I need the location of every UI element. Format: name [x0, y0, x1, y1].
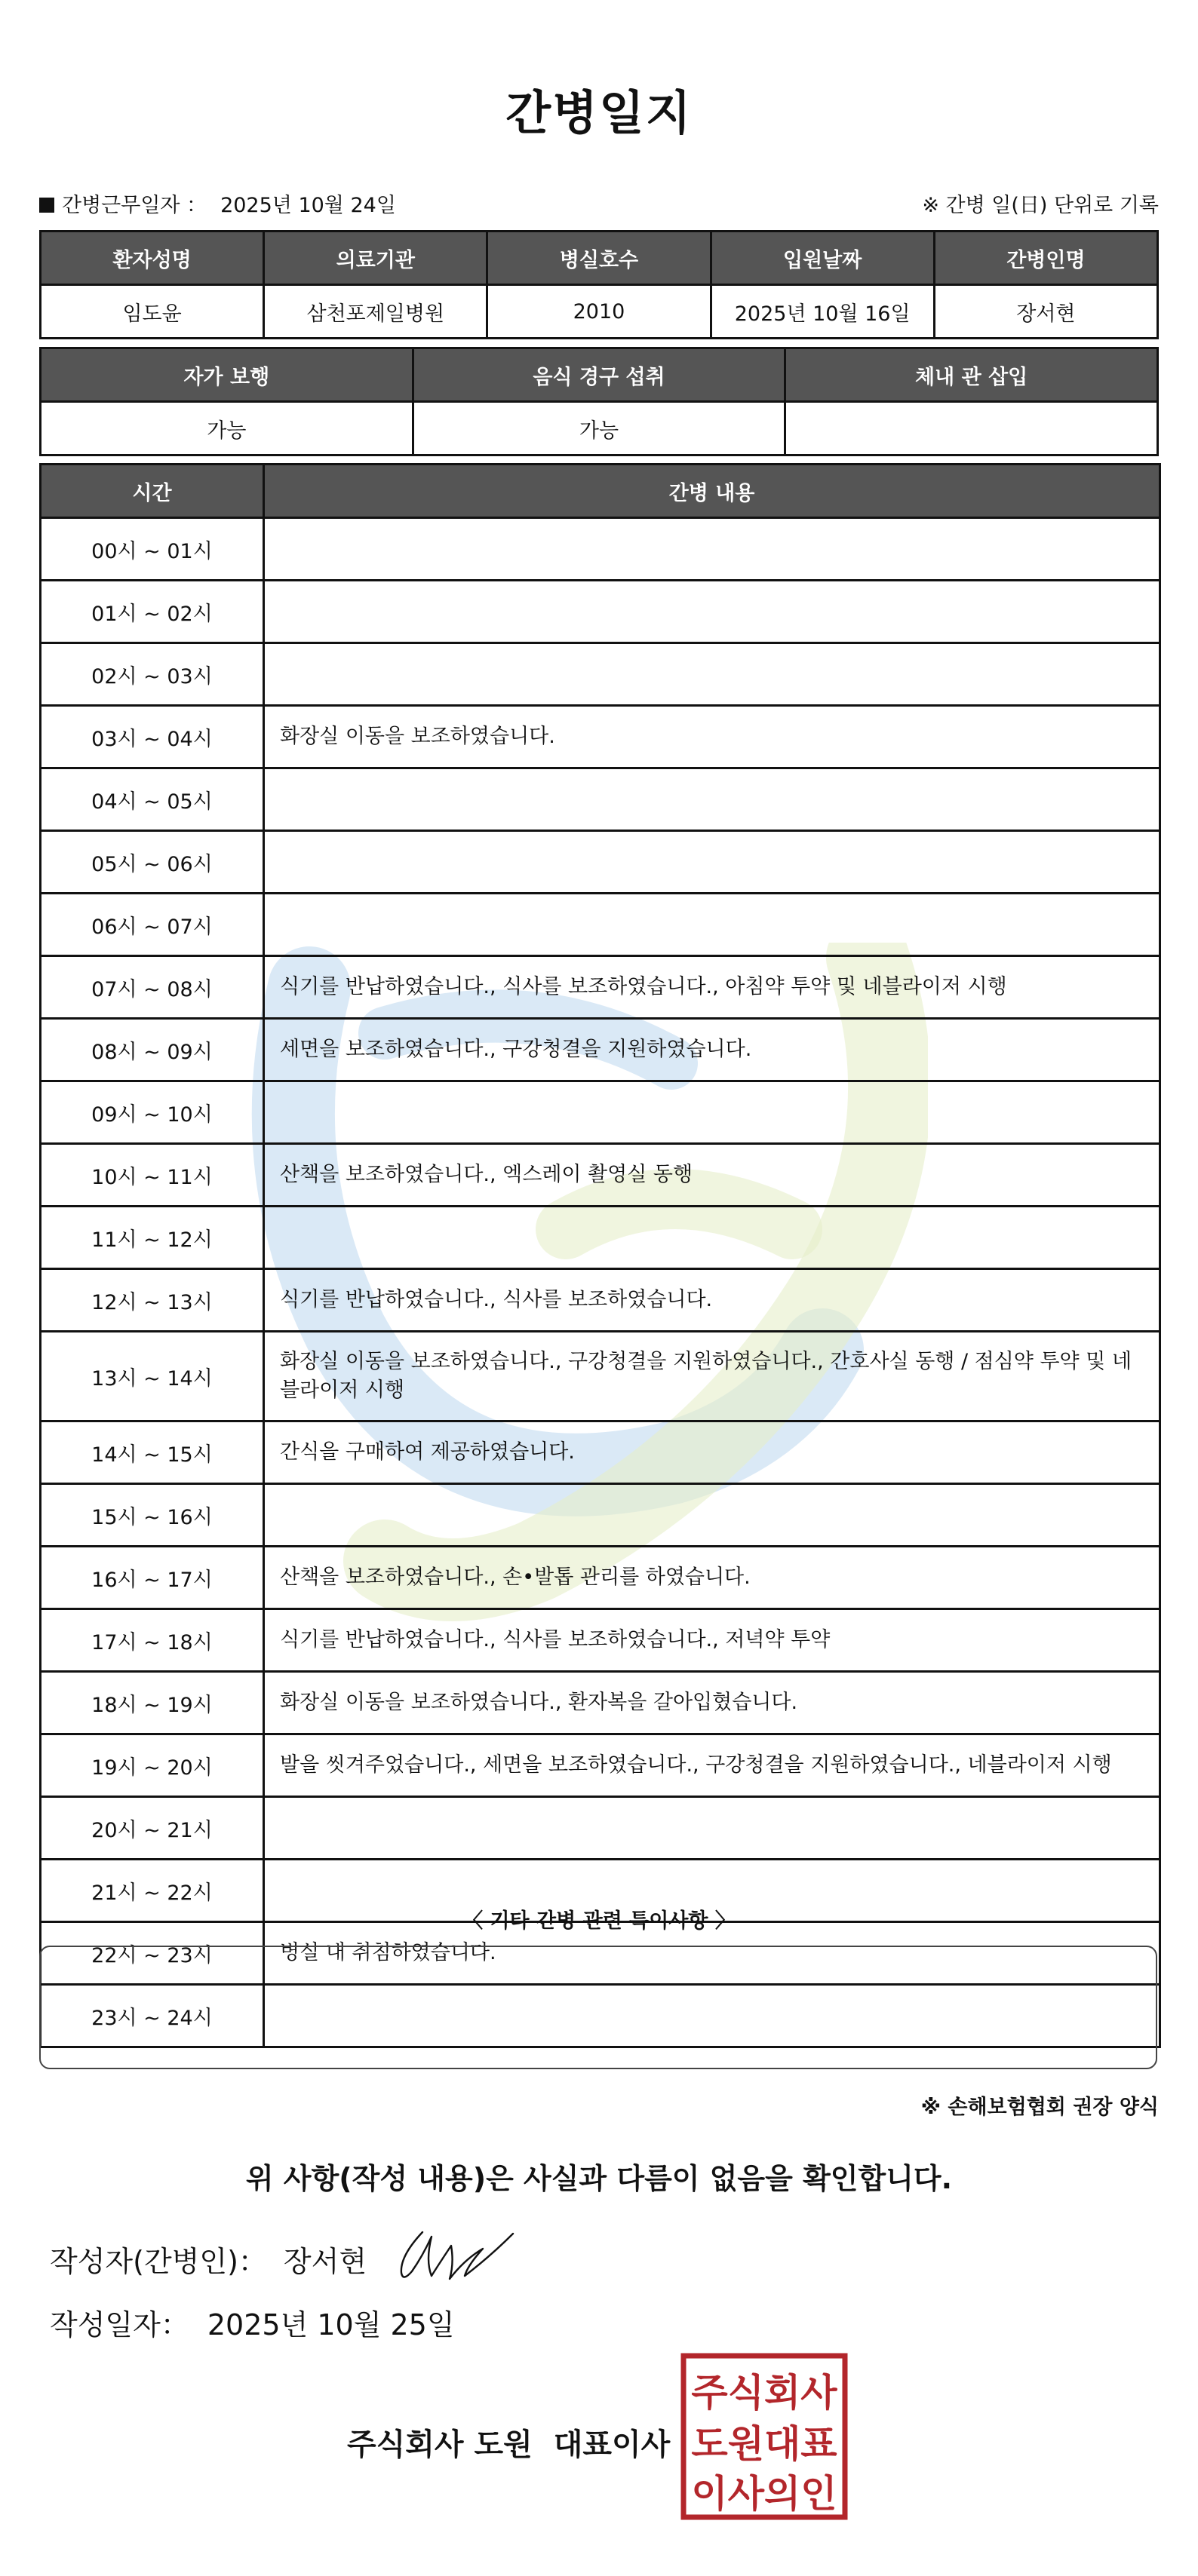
written-date-row [50, 2302, 455, 2343]
table-row [41, 1421, 1160, 1484]
notes-title: 〈 기타 간병 관련 특이사항 〉 [462, 1909, 736, 1933]
header-institution: 의료기관 [264, 232, 487, 285]
row-content: 식기를 반납하였습니다., 식사를 보조하였습니다., 저녁약 투약 [264, 1609, 1160, 1672]
written-date-label: 작성일자： [50, 2308, 189, 2341]
row-content [264, 894, 1160, 956]
patient-name: 임도윤 [41, 285, 264, 339]
table-row [41, 1734, 1160, 1797]
company-name: 주식회사 도원 [347, 2427, 533, 2462]
header-room: 병실호수 [487, 232, 711, 285]
row-content: 화장실 이동을 보조하였습니다. [264, 706, 1160, 768]
row-content: 발을 씻겨주었습니다., 세면을 보조하였습니다., 구강청결을 지원하였습니다., 네블라이저 시행 [264, 1734, 1160, 1797]
header-time: 시간 [41, 465, 264, 518]
company-seal-icon [680, 2353, 848, 2520]
company-signature [347, 2421, 670, 2464]
row-time: 02시 ~ 03시 [41, 643, 264, 706]
row-content [264, 1207, 1160, 1269]
company-rep: 대표이사 [553, 2427, 671, 2462]
patient-info-table [39, 230, 1159, 339]
institution: 삼천포제일병원 [264, 285, 487, 339]
row-content: 화장실 이동을 보조하였습니다., 환자복을 갈아입혔습니다. [264, 1672, 1160, 1734]
row-content [264, 1081, 1160, 1144]
table-row [41, 1207, 1160, 1269]
row-content [264, 831, 1160, 894]
caregiver-name: 장서현 [934, 285, 1157, 339]
row-time: 06시 ~ 07시 [41, 894, 264, 956]
row-time: 20시 ~ 21시 [41, 1797, 264, 1860]
row-content: 식기를 반납하였습니다., 식사를 보조하였습니다. [264, 1269, 1160, 1332]
row-time: 07시 ~ 08시 [41, 956, 264, 1019]
row-content [264, 768, 1160, 831]
row-time: 03시 ~ 04시 [41, 706, 264, 768]
row-content: 산책을 보조하였습니다., 손•발톱 관리를 하였습니다. [264, 1547, 1160, 1609]
row-time: 08시 ~ 09시 [41, 1019, 264, 1081]
table-row [41, 1609, 1160, 1672]
row-content: 간식을 구매하여 제공하였습니다. [264, 1421, 1160, 1484]
table-row [41, 1672, 1160, 1734]
admission-date: 2025년 10월 16일 [711, 285, 934, 339]
row-time: 01시 ~ 02시 [41, 581, 264, 643]
header-oral-intake: 음식 경구 섭취 [413, 348, 785, 402]
row-content [264, 643, 1160, 706]
table-row [41, 1144, 1160, 1207]
form-note: ※ 손해보험협회 권장 양식 [920, 2096, 1159, 2119]
header-patient-name: 환자성명 [41, 232, 264, 285]
writer-name: 장서현 [283, 2245, 367, 2278]
row-time: 10시 ~ 11시 [41, 1144, 264, 1207]
unit-note: ※ 간병 일(日) 단위로 기록 [922, 194, 1159, 217]
care-log-table [39, 463, 1161, 2048]
confirmation-text: 위 사항(작성 내용)은 사실과 다름이 없음을 확인합니다. [245, 2162, 953, 2195]
writer-row [50, 2238, 367, 2280]
table-row [41, 706, 1160, 768]
walking-status: 가능 [41, 402, 413, 455]
table-row [41, 894, 1160, 956]
row-time: 09시 ~ 10시 [41, 1081, 264, 1144]
row-content [264, 1484, 1160, 1547]
table-row [41, 581, 1160, 643]
row-content: 산책을 보조하였습니다., 엑스레이 촬영실 동행 [264, 1144, 1160, 1207]
row-time: 00시 ~ 01시 [41, 518, 264, 581]
row-content: 화장실 이동을 보조하였습니다., 구강청결을 지원하였습니다., 간호사실 동행 / 점심약 투약 및 네블라이저 시행 [264, 1332, 1160, 1421]
table-row [41, 643, 1160, 706]
writer-label: 작성자(간병인)： [50, 2245, 267, 2278]
header-tube: 체내 관 삽입 [785, 348, 1158, 402]
table-row [41, 831, 1160, 894]
row-time: 22시 ~ 23시 [41, 1922, 264, 1985]
header-walking: 자가 보행 [41, 348, 413, 402]
table-row [41, 768, 1160, 831]
table-row [41, 1547, 1160, 1609]
room-number: 2010 [487, 285, 711, 339]
row-time: 23시 ~ 24시 [41, 1985, 264, 2047]
oral-intake-status: 가능 [413, 402, 785, 455]
signature-icon [392, 2226, 521, 2286]
row-content [264, 581, 1160, 643]
page-title: 간병일지 [505, 85, 693, 140]
seal-line-3: 이사의인 [691, 2472, 837, 2516]
work-date-label: 간병근무일자 ： [62, 194, 207, 217]
row-time: 04시 ~ 05시 [41, 768, 264, 831]
work-date-value: 2025년 10월 24일 [220, 194, 396, 217]
notes-box [39, 1946, 1157, 2069]
seal-line-2: 도원대표 [691, 2422, 837, 2466]
row-content [264, 518, 1160, 581]
row-time: 18시 ~ 19시 [41, 1672, 264, 1734]
table-row [41, 1484, 1160, 1547]
header-caregiver: 간병인명 [934, 232, 1157, 285]
row-time: 14시 ~ 15시 [41, 1421, 264, 1484]
table-row [41, 1332, 1160, 1421]
table-row [41, 1081, 1160, 1144]
patient-status-table [39, 347, 1159, 456]
row-time: 05시 ~ 06시 [41, 831, 264, 894]
row-time: 11시 ~ 12시 [41, 1207, 264, 1269]
table-row [41, 956, 1160, 1019]
row-time: 12시 ~ 13시 [41, 1269, 264, 1332]
row-time: 16시 ~ 17시 [41, 1547, 264, 1609]
row-time: 17시 ~ 18시 [41, 1609, 264, 1672]
row-time: 15시 ~ 16시 [41, 1484, 264, 1547]
table-row [41, 1269, 1160, 1332]
square-bullet-icon [39, 198, 54, 213]
tube-status [785, 402, 1158, 455]
row-content: 병실 내 취침하였습니다. [264, 1922, 1160, 1985]
written-date-value: 2025년 10월 25일 [207, 2308, 455, 2341]
row-time: 21시 ~ 22시 [41, 1860, 264, 1922]
row-time: 19시 ~ 20시 [41, 1734, 264, 1797]
row-content: 세면을 보조하였습니다., 구강청결을 지원하였습니다. [264, 1019, 1160, 1081]
table-row [41, 1019, 1160, 1081]
work-date [39, 189, 396, 218]
header-admission-date: 입원날짜 [711, 232, 934, 285]
header-care-content: 간병 내용 [264, 465, 1160, 518]
seal-line-1: 주식회사 [691, 2371, 837, 2415]
table-row [41, 518, 1160, 581]
row-time: 13시 ~ 14시 [41, 1332, 264, 1421]
row-content [264, 1797, 1160, 1860]
row-content: 식기를 반납하였습니다., 식사를 보조하였습니다., 아침약 투약 및 네블라이저 시행 [264, 956, 1160, 1019]
table-row [41, 1797, 1160, 1860]
